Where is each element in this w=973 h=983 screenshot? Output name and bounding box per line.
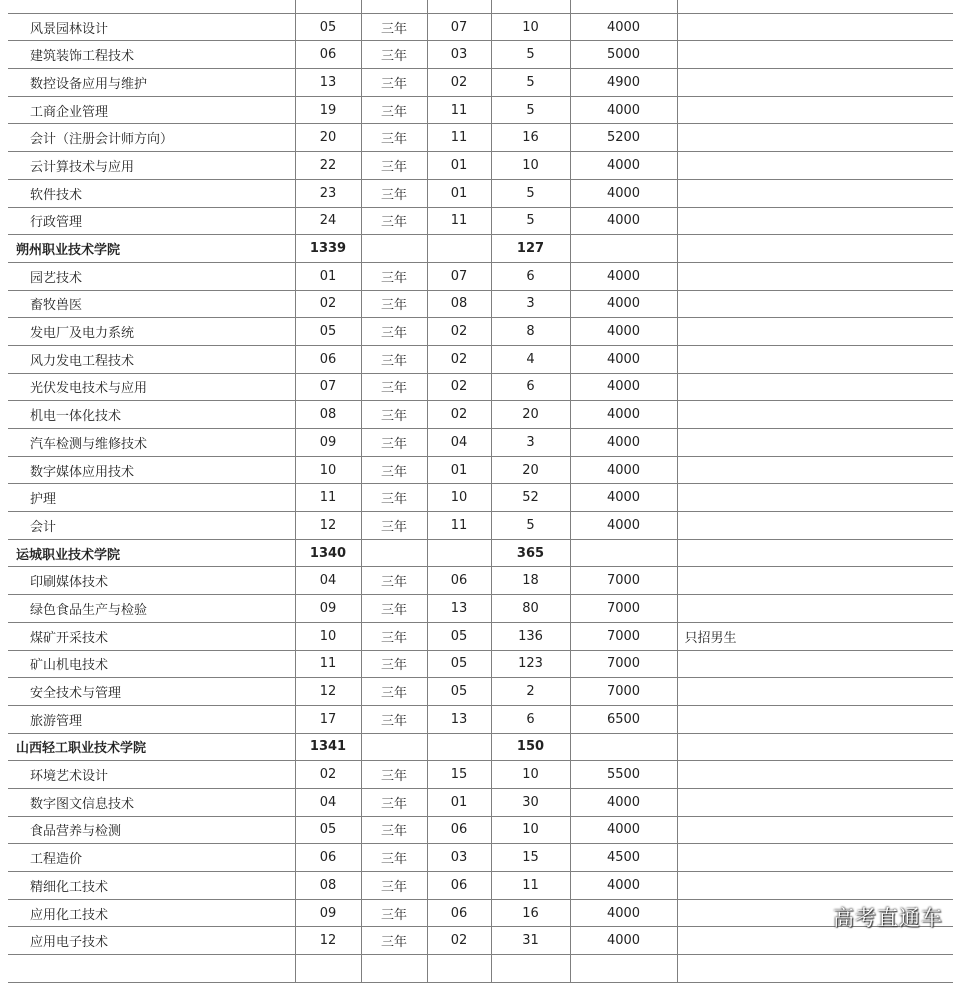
category-cell (427, 539, 491, 567)
plan-count-cell: 52 (491, 484, 570, 512)
fee-cell: 4000 (570, 207, 677, 235)
category-cell (427, 733, 491, 761)
note-cell (677, 872, 953, 900)
note-cell (677, 955, 953, 983)
major-name-cell: 安全技术与管理 (8, 678, 295, 706)
category-cell: 05 (427, 650, 491, 678)
fee-cell (570, 733, 677, 761)
duration-cell: 三年 (361, 705, 427, 733)
code-cell: 07 (295, 373, 361, 401)
duration-cell: 三年 (361, 124, 427, 152)
note-cell (677, 650, 953, 678)
table-row (8, 13, 953, 41)
note-cell (677, 345, 953, 373)
fee-cell: 7000 (570, 595, 677, 623)
category-cell: 06 (427, 816, 491, 844)
table-row (8, 622, 953, 650)
duration-cell: 三年 (361, 899, 427, 927)
table-row (8, 262, 953, 290)
plan-count-cell: 5 (491, 512, 570, 540)
note-cell (677, 761, 953, 789)
fee-cell: 4000 (570, 262, 677, 290)
plan-count-cell: 16 (491, 124, 570, 152)
duration-cell (361, 235, 427, 263)
major-name-cell: 建筑装饰工程技术 (8, 41, 295, 69)
table-row (8, 955, 953, 983)
category-cell: 08 (427, 290, 491, 318)
duration-cell: 三年 (361, 429, 427, 457)
major-name-cell: 发电厂及电力系统 (8, 318, 295, 346)
major-name-cell: 风力发电工程技术 (8, 345, 295, 373)
school-name-cell: 朔州职业技术学院 (8, 235, 295, 263)
category-cell: 11 (427, 96, 491, 124)
code-cell: 09 (295, 429, 361, 457)
note-cell (677, 539, 953, 567)
code-cell: 13 (295, 69, 361, 97)
fee-cell: 5200 (570, 124, 677, 152)
code-cell: 12 (295, 512, 361, 540)
fee-cell: 4000 (570, 401, 677, 429)
fee-cell: 4500 (570, 844, 677, 872)
note-cell (677, 13, 953, 41)
note-cell (677, 733, 953, 761)
duration-cell: 三年 (361, 788, 427, 816)
plan-count-cell: 4 (491, 345, 570, 373)
code-cell: 17 (295, 705, 361, 733)
plan-count-cell: 6 (491, 373, 570, 401)
fee-cell: 4000 (570, 373, 677, 401)
note-cell (677, 290, 953, 318)
table-row (8, 124, 953, 152)
note-cell (677, 373, 953, 401)
duration-cell: 三年 (361, 401, 427, 429)
category-cell: 02 (427, 927, 491, 955)
major-name-cell: 应用电子技术 (8, 927, 295, 955)
table-row (8, 179, 953, 207)
table-row (8, 761, 953, 789)
plan-count-cell: 3 (491, 290, 570, 318)
duration-cell: 三年 (361, 262, 427, 290)
note-cell (677, 69, 953, 97)
note-cell (677, 207, 953, 235)
fee-cell: 6500 (570, 705, 677, 733)
table-row (8, 816, 953, 844)
fee-cell: 4000 (570, 152, 677, 180)
code-cell: 01 (295, 262, 361, 290)
table-row (8, 844, 953, 872)
plan-count-cell: 16 (491, 899, 570, 927)
duration-cell: 三年 (361, 872, 427, 900)
school-code-cell (295, 0, 361, 13)
fee-cell (570, 235, 677, 263)
note-cell (677, 429, 953, 457)
school-name-cell: 运城职业技术学院 (8, 539, 295, 567)
school-row (8, 733, 953, 761)
code-cell: 11 (295, 650, 361, 678)
code-cell: 02 (295, 290, 361, 318)
duration-cell: 三年 (361, 512, 427, 540)
fee-cell: 4000 (570, 872, 677, 900)
note-cell (677, 456, 953, 484)
duration-cell: 三年 (361, 290, 427, 318)
plan-count-cell: 5 (491, 179, 570, 207)
plan-count-cell: 15 (491, 844, 570, 872)
table-row (8, 401, 953, 429)
fee-cell: 4000 (570, 13, 677, 41)
code-cell: 08 (295, 872, 361, 900)
table-row (8, 484, 953, 512)
category-cell: 01 (427, 152, 491, 180)
code-cell: 20 (295, 124, 361, 152)
duration-cell (361, 539, 427, 567)
code-cell: 23 (295, 179, 361, 207)
plan-count-cell: 18 (491, 567, 570, 595)
fee-cell: 4900 (570, 69, 677, 97)
major-name-cell: 工程造价 (8, 844, 295, 872)
code-cell: 12 (295, 678, 361, 706)
code-cell: 10 (295, 456, 361, 484)
code-cell: 10 (295, 622, 361, 650)
table-row (8, 705, 953, 733)
fee-cell (570, 0, 677, 13)
major-name-cell: 数控设备应用与维护 (8, 69, 295, 97)
school-name-cell (8, 0, 295, 13)
note-cell (677, 816, 953, 844)
duration-cell: 三年 (361, 69, 427, 97)
school-total-cell (491, 0, 570, 13)
code-cell: 05 (295, 816, 361, 844)
note-cell (677, 678, 953, 706)
code-cell: 22 (295, 152, 361, 180)
major-name-cell: 行政管理 (8, 207, 295, 235)
table-row (8, 567, 953, 595)
table-row (8, 872, 953, 900)
duration-cell: 三年 (361, 13, 427, 41)
plan-count-cell: 5 (491, 41, 570, 69)
fee-cell: 4000 (570, 456, 677, 484)
duration-cell (361, 0, 427, 13)
school-total-cell: 365 (491, 539, 570, 567)
school-code-cell: 1339 (295, 235, 361, 263)
note-cell (677, 595, 953, 623)
category-cell: 02 (427, 69, 491, 97)
plan-count-cell: 3 (491, 429, 570, 457)
fee-cell (570, 955, 677, 983)
category-cell: 05 (427, 622, 491, 650)
table-row (8, 429, 953, 457)
category-cell: 01 (427, 788, 491, 816)
category-cell: 06 (427, 567, 491, 595)
category-cell: 03 (427, 844, 491, 872)
fee-cell: 7000 (570, 650, 677, 678)
fee-cell: 4000 (570, 318, 677, 346)
code-cell: 24 (295, 207, 361, 235)
category-cell: 06 (427, 899, 491, 927)
code-cell: 09 (295, 595, 361, 623)
major-name-cell: 汽车检测与维修技术 (8, 429, 295, 457)
major-name-cell: 工商企业管理 (8, 96, 295, 124)
school-row (8, 0, 953, 13)
duration-cell: 三年 (361, 456, 427, 484)
major-name-cell (8, 955, 295, 983)
category-cell: 13 (427, 705, 491, 733)
plan-count-cell: 6 (491, 705, 570, 733)
category-cell: 11 (427, 207, 491, 235)
code-cell: 08 (295, 401, 361, 429)
category-cell: 02 (427, 345, 491, 373)
plan-count-cell: 80 (491, 595, 570, 623)
category-cell: 06 (427, 872, 491, 900)
table-row (8, 318, 953, 346)
note-cell (677, 124, 953, 152)
plan-count-cell: 30 (491, 788, 570, 816)
category-cell: 01 (427, 179, 491, 207)
note-cell (677, 512, 953, 540)
fee-cell: 4000 (570, 788, 677, 816)
duration-cell: 三年 (361, 761, 427, 789)
duration-cell (361, 733, 427, 761)
table-row (8, 899, 953, 927)
category-cell: 07 (427, 13, 491, 41)
fee-cell: 4000 (570, 512, 677, 540)
major-name-cell: 数字图文信息技术 (8, 788, 295, 816)
major-name-cell: 精细化工技术 (8, 872, 295, 900)
duration-cell: 三年 (361, 373, 427, 401)
plan-count-cell: 123 (491, 650, 570, 678)
code-cell: 19 (295, 96, 361, 124)
plan-count-cell: 31 (491, 927, 570, 955)
category-cell: 10 (427, 484, 491, 512)
fee-cell: 5000 (570, 41, 677, 69)
table-row (8, 650, 953, 678)
category-cell: 02 (427, 373, 491, 401)
plan-count-cell: 136 (491, 622, 570, 650)
school-name-cell: 山西轻工职业技术学院 (8, 733, 295, 761)
note-cell (677, 41, 953, 69)
table-row (8, 152, 953, 180)
table-row (8, 678, 953, 706)
major-name-cell: 云计算技术与应用 (8, 152, 295, 180)
fee-cell: 5500 (570, 761, 677, 789)
code-cell: 12 (295, 927, 361, 955)
fee-cell: 7000 (570, 678, 677, 706)
note-cell (677, 96, 953, 124)
code-cell: 06 (295, 844, 361, 872)
plan-count-cell: 5 (491, 207, 570, 235)
note-cell: 只招男生 (677, 622, 953, 650)
code-cell: 06 (295, 345, 361, 373)
duration-cell: 三年 (361, 318, 427, 346)
code-cell: 05 (295, 318, 361, 346)
category-cell: 15 (427, 761, 491, 789)
category-cell: 02 (427, 401, 491, 429)
fee-cell (570, 539, 677, 567)
school-code-cell: 1341 (295, 733, 361, 761)
major-name-cell: 环境艺术设计 (8, 761, 295, 789)
category-cell: 11 (427, 512, 491, 540)
table-row (8, 207, 953, 235)
fee-cell: 4000 (570, 484, 677, 512)
major-name-cell: 食品营养与检测 (8, 816, 295, 844)
plan-count-cell: 10 (491, 761, 570, 789)
category-cell: 05 (427, 678, 491, 706)
plan-count-cell: 5 (491, 96, 570, 124)
duration-cell: 三年 (361, 567, 427, 595)
school-row (8, 235, 953, 263)
major-name-cell: 数字媒体应用技术 (8, 456, 295, 484)
category-cell: 04 (427, 429, 491, 457)
enrollment-table (8, 0, 953, 983)
table-row (8, 345, 953, 373)
note-cell (677, 705, 953, 733)
code-cell: 02 (295, 761, 361, 789)
code-cell (295, 955, 361, 983)
category-cell: 03 (427, 41, 491, 69)
duration-cell: 三年 (361, 844, 427, 872)
plan-count-cell: 10 (491, 816, 570, 844)
plan-count-cell (491, 955, 570, 983)
plan-count-cell: 5 (491, 69, 570, 97)
code-cell: 04 (295, 567, 361, 595)
major-name-cell: 旅游管理 (8, 705, 295, 733)
duration-cell: 三年 (361, 816, 427, 844)
major-name-cell: 软件技术 (8, 179, 295, 207)
duration-cell: 三年 (361, 345, 427, 373)
plan-count-cell: 20 (491, 401, 570, 429)
duration-cell: 三年 (361, 96, 427, 124)
category-cell: 13 (427, 595, 491, 623)
fee-cell: 4000 (570, 345, 677, 373)
fee-cell: 4000 (570, 899, 677, 927)
table-row (8, 290, 953, 318)
plan-count-cell: 20 (491, 456, 570, 484)
plan-count-cell: 2 (491, 678, 570, 706)
note-cell (677, 152, 953, 180)
category-cell: 02 (427, 318, 491, 346)
major-name-cell: 煤矿开采技术 (8, 622, 295, 650)
plan-count-cell: 10 (491, 152, 570, 180)
category-cell (427, 0, 491, 13)
table-row (8, 96, 953, 124)
code-cell: 05 (295, 13, 361, 41)
duration-cell: 三年 (361, 650, 427, 678)
fee-cell: 4000 (570, 816, 677, 844)
category-cell: 11 (427, 124, 491, 152)
major-name-cell: 畜牧兽医 (8, 290, 295, 318)
code-cell: 11 (295, 484, 361, 512)
major-name-cell: 光伏发电技术与应用 (8, 373, 295, 401)
plan-count-cell: 6 (491, 262, 570, 290)
note-cell (677, 567, 953, 595)
table-row (8, 927, 953, 955)
fee-cell: 4000 (570, 927, 677, 955)
category-cell (427, 955, 491, 983)
duration-cell: 三年 (361, 41, 427, 69)
major-name-cell: 机电一体化技术 (8, 401, 295, 429)
major-name-cell: 会计 (8, 512, 295, 540)
duration-cell: 三年 (361, 622, 427, 650)
table-row (8, 512, 953, 540)
duration-cell: 三年 (361, 927, 427, 955)
note-cell (677, 484, 953, 512)
watermark-text: 高考直通车 (833, 906, 943, 930)
note-cell (677, 401, 953, 429)
major-name-cell: 应用化工技术 (8, 899, 295, 927)
major-name-cell: 矿山机电技术 (8, 650, 295, 678)
duration-cell: 三年 (361, 179, 427, 207)
fee-cell: 7000 (570, 622, 677, 650)
category-cell: 07 (427, 262, 491, 290)
school-code-cell: 1340 (295, 539, 361, 567)
plan-count-cell: 10 (491, 13, 570, 41)
table-row (8, 69, 953, 97)
school-row (8, 539, 953, 567)
note-cell (677, 0, 953, 13)
note-cell (677, 788, 953, 816)
major-name-cell: 园艺技术 (8, 262, 295, 290)
category-cell: 01 (427, 456, 491, 484)
school-total-cell: 127 (491, 235, 570, 263)
note-cell (677, 262, 953, 290)
fee-cell: 4000 (570, 96, 677, 124)
school-total-cell: 150 (491, 733, 570, 761)
fee-cell: 4000 (570, 429, 677, 457)
fee-cell: 4000 (570, 179, 677, 207)
duration-cell: 三年 (361, 152, 427, 180)
duration-cell: 三年 (361, 678, 427, 706)
fee-cell: 4000 (570, 290, 677, 318)
table-row (8, 456, 953, 484)
duration-cell: 三年 (361, 595, 427, 623)
code-cell: 06 (295, 41, 361, 69)
major-name-cell: 印刷媒体技术 (8, 567, 295, 595)
table-row (8, 788, 953, 816)
major-name-cell: 护理 (8, 484, 295, 512)
table-row (8, 373, 953, 401)
plan-count-cell: 8 (491, 318, 570, 346)
duration-cell: 三年 (361, 207, 427, 235)
plan-count-cell: 11 (491, 872, 570, 900)
note-cell (677, 179, 953, 207)
major-name-cell: 会计（注册会计师方向） (8, 124, 295, 152)
table-row (8, 595, 953, 623)
code-cell: 09 (295, 899, 361, 927)
fee-cell: 7000 (570, 567, 677, 595)
duration-cell (361, 955, 427, 983)
note-cell (677, 844, 953, 872)
duration-cell: 三年 (361, 484, 427, 512)
note-cell (677, 235, 953, 263)
major-name-cell: 风景园林设计 (8, 13, 295, 41)
note-cell (677, 318, 953, 346)
major-name-cell: 绿色食品生产与检验 (8, 595, 295, 623)
code-cell: 04 (295, 788, 361, 816)
table-row (8, 41, 953, 69)
category-cell (427, 235, 491, 263)
table-body (8, 0, 953, 982)
